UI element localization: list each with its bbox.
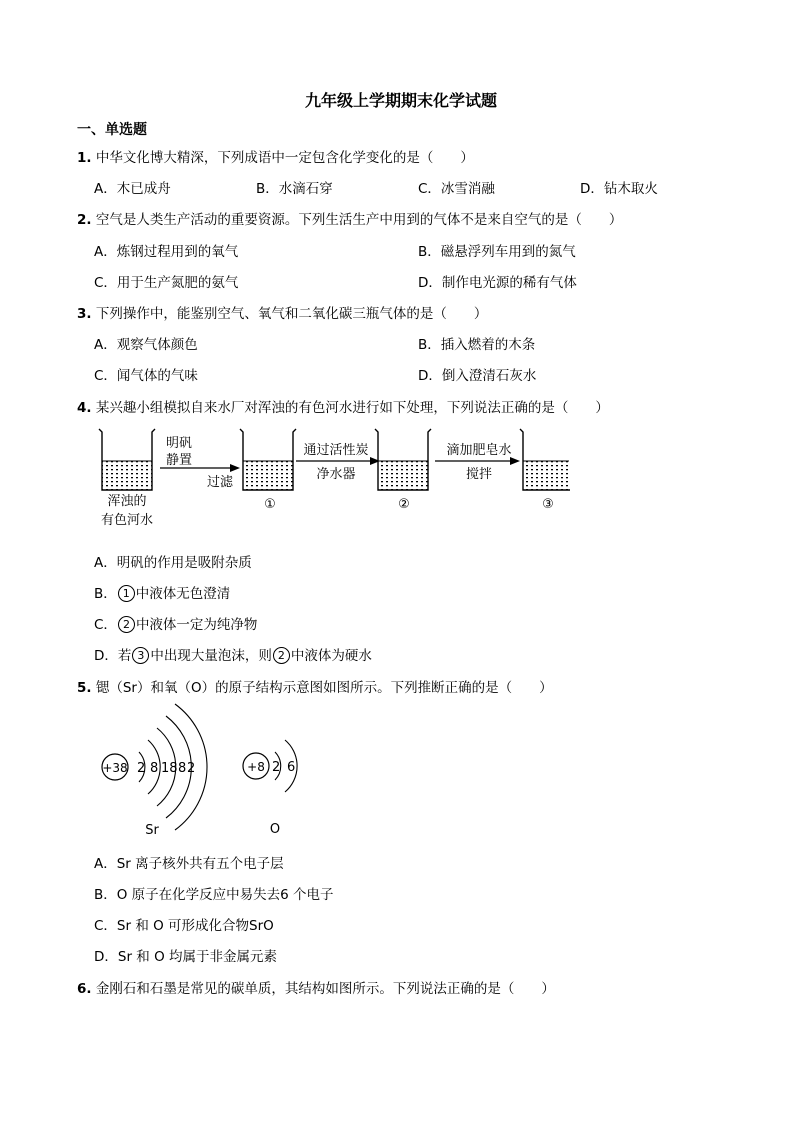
option-c[interactable]: C．冰雪消融 bbox=[418, 181, 495, 197]
step1-action: 静置 bbox=[165, 453, 193, 468]
option-text: 中出现大量泡沫，则 bbox=[150, 648, 272, 664]
start-label-line1: 浑浊的 bbox=[107, 494, 147, 509]
question-number: 2. bbox=[77, 212, 92, 228]
o-shell-1: 2 bbox=[272, 760, 281, 775]
question-text: 中华文化博大精深，下列成语中一定包含化学变化的是（ ） bbox=[95, 150, 474, 166]
sr-shell-5: 2 bbox=[187, 761, 196, 776]
start-label-line2: 有色河水 bbox=[100, 513, 154, 528]
beaker-1-label: ① bbox=[264, 497, 276, 512]
question-number: 4. bbox=[77, 400, 92, 416]
option-a[interactable]: A．观察气体颜色 bbox=[94, 337, 198, 353]
question-1 bbox=[77, 146, 474, 166]
step2-line1: 通过活性炭 bbox=[303, 443, 369, 458]
option-c[interactable]: C．闻气体的气味 bbox=[94, 368, 198, 384]
sr-label: Sr bbox=[145, 823, 159, 838]
option-d[interactable]: D．钻木取火 bbox=[580, 181, 658, 197]
option-c[interactable]: C．Sr 和 O 可形成化合物SrO bbox=[94, 918, 274, 934]
step3-reagent: 滴加肥皂水 bbox=[446, 443, 512, 458]
circled-number: 2 bbox=[118, 616, 135, 633]
question-number: 5. bbox=[77, 680, 92, 696]
option-b[interactable]: B．O 原子在化学反应中易失去6 个电子 bbox=[94, 887, 334, 903]
circled-number: 3 bbox=[132, 647, 149, 664]
arrow-icon bbox=[510, 457, 520, 465]
question-2 bbox=[77, 208, 622, 228]
sr-shell-1: 2 bbox=[137, 761, 146, 776]
beaker-2-label: ② bbox=[398, 497, 410, 512]
question-number: 3. bbox=[77, 306, 92, 322]
step1-reagent: 明矾 bbox=[165, 436, 193, 451]
beaker-3 bbox=[520, 429, 570, 490]
option-a[interactable]: A．Sr 离子核外共有五个电子层 bbox=[94, 856, 284, 872]
question-text: 空气是人类生产活动的重要资源。下列生活生产中用到的气体不是来自空气的是（ ） bbox=[95, 212, 623, 228]
step1-filter: 过滤 bbox=[206, 475, 234, 490]
question-number: 1. bbox=[77, 150, 92, 166]
option-letter: B． bbox=[94, 586, 117, 602]
option-b[interactable]: B．磁悬浮列车用到的氮气 bbox=[418, 244, 576, 260]
beaker-2 bbox=[375, 429, 431, 490]
sr-shell-3: 18 bbox=[161, 761, 178, 776]
option-d[interactable]: D．制作电光源的稀有气体 bbox=[418, 275, 577, 291]
beaker-river-water bbox=[99, 429, 155, 490]
circled-number: 1 bbox=[118, 585, 135, 602]
question-3 bbox=[77, 302, 487, 322]
option-a[interactable]: A．炼钢过程用到的氧气 bbox=[94, 244, 239, 260]
question-6 bbox=[77, 977, 555, 997]
question-text: 金刚石和石墨是常见的碳单质，其结构如图所示。下列说法正确的是（ ） bbox=[95, 981, 555, 997]
option-b[interactable]: B．水滴石穿 bbox=[256, 181, 333, 197]
atomic-structure-diagram bbox=[95, 700, 315, 840]
circled-number: 2 bbox=[273, 647, 290, 664]
option-letter: C． bbox=[94, 617, 117, 633]
water-purification-diagram bbox=[90, 424, 570, 534]
option-b[interactable] bbox=[94, 582, 230, 602]
o-label: O bbox=[269, 822, 281, 837]
sr-shell-4: 8 bbox=[178, 761, 187, 776]
beaker-1 bbox=[240, 429, 296, 490]
o-nucleus-charge: +8 bbox=[247, 760, 265, 774]
step3-action: 搅拌 bbox=[465, 467, 493, 482]
section-heading: 一、单选题 bbox=[77, 122, 147, 138]
option-a[interactable]: A．木已成舟 bbox=[94, 181, 171, 197]
question-text: 某兴趣小组模拟自来水厂对浑浊的有色河水进行如下处理，下列说法正确的是（ ） bbox=[95, 400, 609, 416]
option-text: 中液体无色澄清 bbox=[135, 586, 231, 602]
question-4 bbox=[77, 396, 609, 416]
step2-line2: 净水器 bbox=[316, 467, 356, 482]
beaker-3-label: ③ bbox=[542, 497, 554, 512]
option-text: 中液体为硬水 bbox=[290, 648, 372, 664]
question-text: 锶（Sr）和氧（O）的原子结构示意图如图所示。下列推断正确的是（ ） bbox=[95, 680, 553, 696]
option-letter: D．若 bbox=[94, 648, 132, 664]
option-b[interactable]: B．插入燃着的木条 bbox=[418, 337, 536, 353]
option-d[interactable] bbox=[94, 644, 372, 664]
o-shell-2: 6 bbox=[287, 760, 296, 775]
question-5 bbox=[77, 676, 553, 696]
option-d[interactable]: D．倒入澄清石灰水 bbox=[418, 368, 537, 384]
option-c[interactable]: C．用于生产氮肥的氨气 bbox=[94, 275, 239, 291]
question-number: 6. bbox=[77, 981, 92, 997]
question-text: 下列操作中，能鉴别空气、氧气和二氧化碳三瓶气体的是（ ） bbox=[95, 306, 488, 322]
sr-shell-2: 8 bbox=[150, 761, 159, 776]
page-title: 九年级上学期期末化学试题 bbox=[305, 91, 498, 110]
option-a[interactable]: A．明矾的作用是吸附杂质 bbox=[94, 555, 252, 571]
option-c[interactable] bbox=[94, 613, 257, 633]
arrow-icon bbox=[230, 464, 240, 472]
option-text: 中液体一定为纯净物 bbox=[135, 617, 258, 633]
sr-nucleus-charge: +38 bbox=[102, 761, 128, 775]
option-d[interactable]: D．Sr 和 O 均属于非金属元素 bbox=[94, 949, 278, 965]
